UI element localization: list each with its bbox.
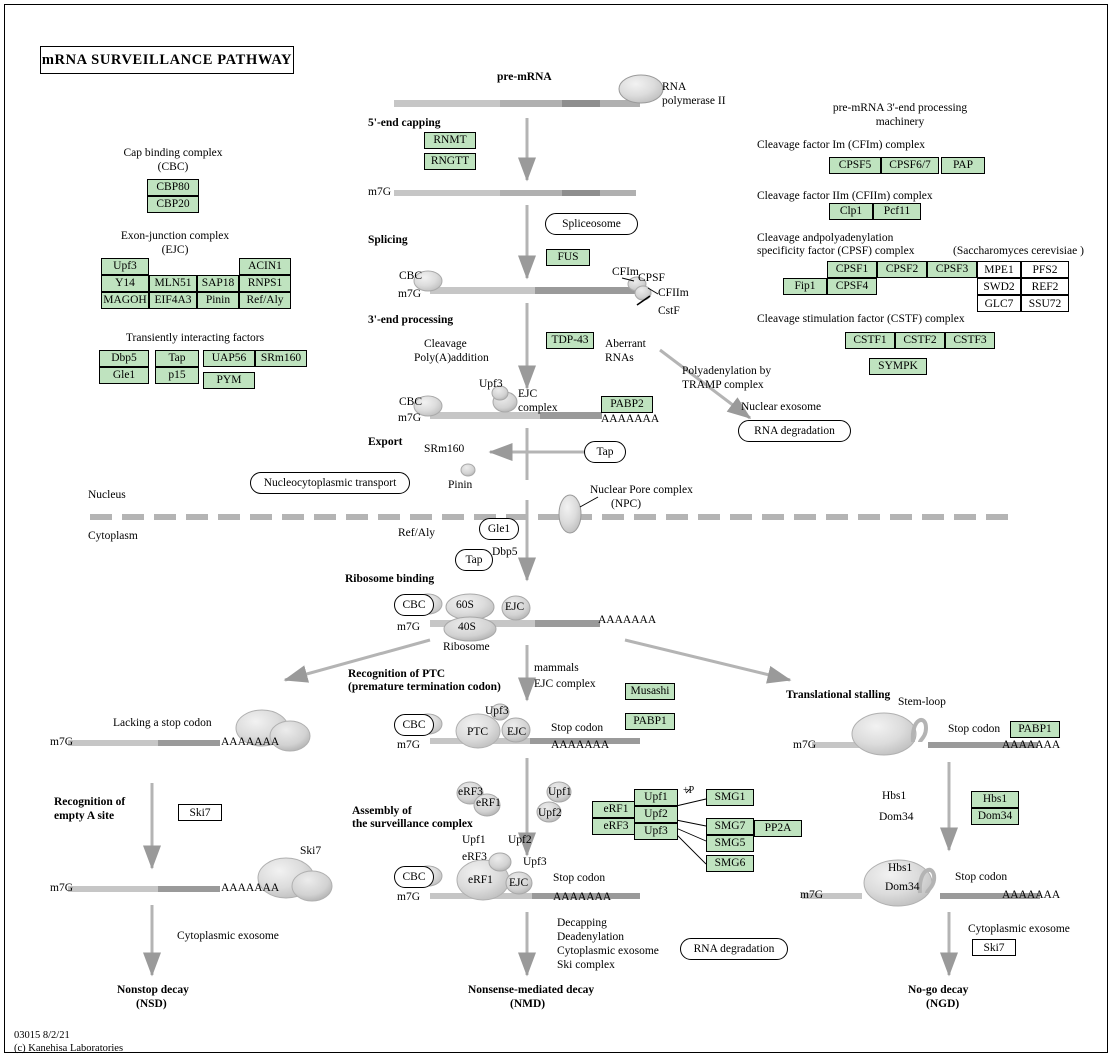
upf3-label-nmd: Upf3 — [485, 705, 509, 717]
m7g-label-nmd: m7G — [397, 739, 420, 751]
rna-degradation-node-2[interactable]: RNA degradation — [680, 938, 788, 960]
recognition-empty-a-2: empty A site — [54, 810, 115, 822]
nsd-outcome-1: Nonstop decay — [117, 984, 189, 996]
upf3-label-top: Upf3 — [479, 378, 503, 390]
cyto-exosome-label-ngd: Cytoplasmic exosome — [968, 923, 1070, 935]
stem-loop-label: Stem-loop — [898, 696, 946, 708]
gene-rnmt[interactable]: RNMT — [424, 132, 476, 149]
nucleocytoplasmic-transport-node[interactable]: Nucleocytoplasmic transport — [250, 472, 410, 494]
gene-erf3[interactable]: eRF3 — [592, 818, 640, 835]
cpsf-title-2: specificity factor (CPSF) complex — [757, 245, 915, 257]
gene-upf3-nmd[interactable]: Upf3 — [634, 823, 678, 840]
cstf-label: CstF — [658, 305, 680, 317]
erf3-label: eRF3 — [458, 786, 483, 798]
gene-cpsf5[interactable]: CPSF5 — [829, 157, 881, 174]
polyadenylation-label-1: Polyadenylation by — [682, 365, 772, 377]
spliceosome-node[interactable]: Spliceosome — [545, 213, 638, 235]
gene-pfs2[interactable]: PFS2 — [1021, 261, 1069, 278]
gene-smg6[interactable]: SMG6 — [706, 855, 754, 872]
gene-cstf1[interactable]: CSTF1 — [845, 332, 895, 349]
cfiim-title: Cleavage factor IIm (CFIIm) complex — [757, 190, 933, 202]
cbc-complex-title-2: (CBC) — [157, 161, 189, 173]
polya-label-1: AAAAAAA — [601, 413, 660, 425]
refaly-label: Ref/Aly — [398, 527, 436, 539]
upf2-label: Upf2 — [538, 807, 562, 819]
gene-cpsf1[interactable]: CPSF1 — [827, 261, 877, 278]
gene-y14[interactable]: Y14 — [101, 275, 149, 292]
pre-mrna-label: pre-mRNA — [497, 71, 552, 83]
stop-codon-label-ngd: Stop codon — [948, 723, 1001, 735]
gene-cbp80[interactable]: CBP80 — [147, 179, 199, 196]
gene-pap[interactable]: PAP — [941, 157, 985, 174]
aberrant-label-1: Aberrant — [605, 338, 646, 350]
ejc-complex-label-2: complex — [518, 402, 558, 414]
gene-p15[interactable]: p15 — [155, 367, 199, 384]
page-title: mRNA SURVEILLANCE PATHWAY — [40, 46, 294, 74]
cleavage-label-2: Poly(A)addition — [414, 352, 489, 364]
cbc-label-2: CBC — [399, 396, 423, 408]
stop-codon-label-2: Stop codon — [553, 872, 606, 884]
gene-clp1[interactable]: Clp1 — [829, 203, 873, 220]
cpsf-label: CPSF — [638, 272, 665, 284]
cfim-title: Cleavage factor Im (CFIm) complex — [757, 139, 925, 151]
lacking-stop-codon-label: Lacking a stop codon — [113, 717, 212, 729]
npc-label-2: (NPC) — [611, 498, 642, 510]
ribosome-label: Ribosome — [443, 641, 490, 653]
rna-pol-label-2: polymerase II — [662, 95, 726, 107]
gene-pym[interactable]: PYM — [203, 372, 255, 389]
cyto-exosome-label-nsd: Cytoplasmic exosome — [177, 930, 279, 942]
nmd-title-2: (premature termination codon) — [348, 681, 501, 693]
recognition-empty-a-1: Recognition of — [54, 796, 126, 808]
nuclear-exosome-label: Nuclear exosome — [741, 401, 822, 413]
ngd-outcome-2: (NGD) — [926, 998, 960, 1010]
splicing-label: Splicing — [368, 234, 408, 246]
40s-label: 40S — [458, 621, 476, 633]
gene-rnps1[interactable]: RNPS1 — [239, 275, 291, 292]
cbc-node-nmd2[interactable]: CBC — [394, 866, 434, 888]
tap-node-2[interactable]: Tap — [455, 549, 493, 571]
rna-pol-label-1: RNA — [662, 81, 687, 93]
gene-cpsf4[interactable]: CPSF4 — [827, 278, 877, 295]
polya-label-nsd: AAAAAAA — [221, 736, 280, 748]
gene-ref2[interactable]: REF2 — [1021, 278, 1069, 295]
ejc-complex-label-1: EJC — [518, 388, 538, 400]
gene-cpsf3[interactable]: CPSF3 — [927, 261, 977, 278]
nmd-title-1: Recognition of PTC — [348, 668, 446, 680]
end-processing-label: 3'-end processing — [368, 314, 454, 326]
m7g-label-nsd: m7G — [50, 736, 73, 748]
gene-mpe1[interactable]: MPE1 — [977, 261, 1021, 278]
stop-codon-label-1: Stop codon — [551, 722, 604, 734]
polya-label-ngd: AAAAAAA — [1002, 739, 1061, 751]
upf1-label: Upf1 — [548, 786, 572, 798]
erf1-label: eRF1 — [476, 797, 501, 809]
gene-hbs1[interactable]: Hbs1 — [971, 791, 1019, 808]
gene-glc7[interactable]: GLC7 — [977, 295, 1021, 312]
erf3-label-2: eRF3 — [462, 851, 487, 863]
gene-sympk[interactable]: SYMPK — [869, 358, 927, 375]
stop-codon-label-ngd2: Stop codon — [955, 871, 1008, 883]
gene-pabp2[interactable]: PABP2 — [601, 396, 653, 413]
rna-degradation-node-1[interactable]: RNA degradation — [738, 420, 851, 442]
ejc-label-2: EJC — [509, 877, 529, 889]
ejc-label-ribosome: EJC — [505, 601, 525, 613]
gene-magoh[interactable]: MAGOH — [101, 292, 149, 309]
ngd-title: Translational stalling — [786, 689, 891, 701]
gene-swd2[interactable]: SWD2 — [977, 278, 1021, 295]
m7g-label-nmd2: m7G — [397, 891, 420, 903]
upf1-label-2: Upf1 — [462, 834, 486, 846]
m7g-label-ngd2: m7G — [800, 889, 823, 901]
scerevisiae-label: (Saccharomyces cerevisiae ) — [953, 245, 1084, 257]
gene-tdp43[interactable]: TDP-43 — [546, 332, 594, 349]
gene-erf1[interactable]: eRF1 — [592, 801, 640, 818]
decapping-label-4: Ski complex — [557, 959, 615, 971]
polya-label-nsd2: AAAAAAA — [221, 882, 280, 894]
srm160-label: SRm160 — [424, 443, 465, 455]
m7g-label-nsd2: m7G — [50, 882, 73, 894]
decapping-label-1: Decapping — [557, 917, 607, 929]
gene-pcf11[interactable]: Pcf11 — [873, 203, 921, 220]
gene-ssu72[interactable]: SSU72 — [1021, 295, 1069, 312]
polya-label-nmd2: AAAAAAA — [553, 891, 612, 903]
nucleus-label: Nucleus — [88, 489, 126, 501]
gene-ski7-ngd[interactable]: Ski7 — [972, 939, 1016, 956]
upf2-label-2: Upf2 — [508, 834, 532, 846]
gene-pinin[interactable]: Pinin — [197, 292, 239, 309]
gene-fip1[interactable]: Fip1 — [783, 278, 827, 295]
cpsf-title-1: Cleavage andpolyadenylation — [757, 232, 894, 244]
gene-fus[interactable]: FUS — [546, 249, 590, 266]
decapping-label-2: Deadenylation — [557, 931, 625, 943]
gene-eif4a3[interactable]: EIF4A3 — [149, 292, 197, 309]
gene-cbp20[interactable]: CBP20 — [147, 196, 199, 213]
gene-pabp1-ngd[interactable]: PABP1 — [1010, 721, 1060, 738]
export-label: Export — [368, 436, 403, 448]
ngd-outcome-1: No-go decay — [908, 984, 969, 996]
ejc-complex-mammals-label: EJC complex — [534, 678, 596, 690]
decapping-label-3: Cytoplasmic exosome — [557, 945, 659, 957]
gene-cpsf2[interactable]: CPSF2 — [877, 261, 927, 278]
gene-smg1[interactable]: SMG1 — [706, 789, 754, 806]
ejc-label-nmd: EJC — [507, 726, 527, 738]
gene-gle1[interactable]: Gle1 — [99, 367, 149, 384]
capping-label: 5'-end capping — [368, 117, 441, 129]
gle1-node[interactable]: Gle1 — [479, 518, 519, 540]
cbc-complex-title-1: Cap binding complex — [123, 147, 223, 159]
cfiim-label: CFIIm — [658, 287, 689, 299]
hbs1-label: Hbs1 — [882, 790, 907, 802]
ejc-complex-title-1: Exon-junction complex — [120, 230, 230, 242]
gene-cstf3[interactable]: CSTF3 — [945, 332, 995, 349]
gene-cpsf67[interactable]: CPSF6/7 — [881, 157, 939, 174]
assembly-label-1: Assembly of — [352, 805, 412, 817]
gene-sap18[interactable]: SAP18 — [197, 275, 239, 292]
gene-upf3-ejc[interactable]: Upf3 — [101, 258, 149, 275]
cstf-title: Cleavage stimulation factor (CSTF) complex — [757, 313, 965, 325]
tap-node-1[interactable]: Tap — [584, 441, 626, 463]
m7g-label-ngd: m7G — [793, 739, 816, 751]
npc-label-1: Nuclear Pore complex — [590, 484, 693, 496]
tif-title: Transiently interacting factors — [125, 332, 265, 344]
gene-dom34[interactable]: Dom34 — [971, 808, 1019, 825]
polya-label-ribosome: AAAAAAA — [598, 614, 657, 626]
cbc-node-ribosome[interactable]: CBC — [394, 594, 434, 616]
m7g-label-ribosome: m7G — [397, 621, 420, 633]
assembly-label-2: the surveillance complex — [352, 818, 473, 830]
upf3-label-2: Upf3 — [523, 856, 547, 868]
gene-mln51[interactable]: MLN51 — [149, 275, 197, 292]
gene-upf1[interactable]: Upf1 — [634, 789, 678, 806]
m7g-label-2: m7G — [398, 288, 421, 300]
cleavage-label-1: Cleavage — [424, 338, 467, 350]
gene-upf2[interactable]: Upf2 — [634, 806, 678, 823]
gene-ski7-box[interactable]: Ski7 — [178, 804, 222, 821]
gene-smg7[interactable]: SMG7 — [706, 818, 754, 835]
gene-uap56[interactable]: UAP56 — [203, 350, 255, 367]
gene-refaly[interactable]: Ref/Aly — [239, 292, 291, 309]
nmd-outcome-2: (NMD) — [510, 998, 546, 1010]
ptc-label: PTC — [467, 726, 489, 738]
gene-pabp1-center[interactable]: PABP1 — [625, 713, 675, 730]
dbp5-label: Dbp5 — [492, 546, 518, 558]
footer-copyright: (c) Kanehisa Laboratories — [14, 1043, 124, 1054]
gene-acin1[interactable]: ACIN1 — [239, 258, 291, 275]
gene-cstf2[interactable]: CSTF2 — [895, 332, 945, 349]
gene-tap[interactable]: Tap — [155, 350, 199, 367]
dom34-label-2: Dom34 — [885, 881, 920, 893]
gene-srm160[interactable]: SRm160 — [255, 350, 307, 367]
ejc-complex-title-2: (EJC) — [161, 244, 189, 256]
aberrant-label-2: RNAs — [605, 352, 634, 364]
ribosome-binding-label: Ribosome binding — [345, 573, 435, 585]
gene-rngtt[interactable]: RNGTT — [424, 153, 476, 170]
m7g-label-1: m7G — [368, 186, 391, 198]
machinery-title-1: pre-mRNA 3'-end processing — [832, 102, 968, 114]
machinery-title-2: machinery — [875, 116, 925, 128]
gene-smg5[interactable]: SMG5 — [706, 835, 754, 852]
mammals-label: mammals — [534, 662, 579, 674]
pinin-label: Pinin — [448, 479, 473, 491]
gene-pp2a[interactable]: PP2A — [754, 820, 802, 837]
cbc-label-1: CBC — [399, 270, 423, 282]
m7g-label-3: m7G — [398, 412, 421, 424]
polya-label-ngd2: AAAAAAA — [1002, 889, 1061, 901]
60s-label: 60S — [456, 599, 474, 611]
polya-label-nmd: AAAAAAA — [551, 739, 610, 751]
gene-dbp5[interactable]: Dbp5 — [99, 350, 149, 367]
footer-id: 03015 8/2/21 — [14, 1030, 70, 1041]
nmd-outcome-1: Nonsense-mediated decay — [468, 984, 595, 996]
nsd-outcome-2: (NSD) — [136, 998, 167, 1010]
ski7-label: Ski7 — [300, 845, 322, 857]
polyadenylation-label-2: TRAMP complex — [682, 379, 764, 391]
dom34-label: Dom34 — [879, 811, 914, 823]
cfim-label: CFIm — [612, 266, 639, 278]
cytoplasm-label: Cytoplasm — [88, 530, 138, 542]
phospho-label: +P — [683, 785, 695, 796]
hbs1-label-2: Hbs1 — [888, 862, 913, 874]
gene-musashi[interactable]: Musashi — [625, 683, 675, 700]
erf1-label-2: eRF1 — [468, 874, 493, 886]
cbc-node-nmd[interactable]: CBC — [394, 714, 434, 736]
